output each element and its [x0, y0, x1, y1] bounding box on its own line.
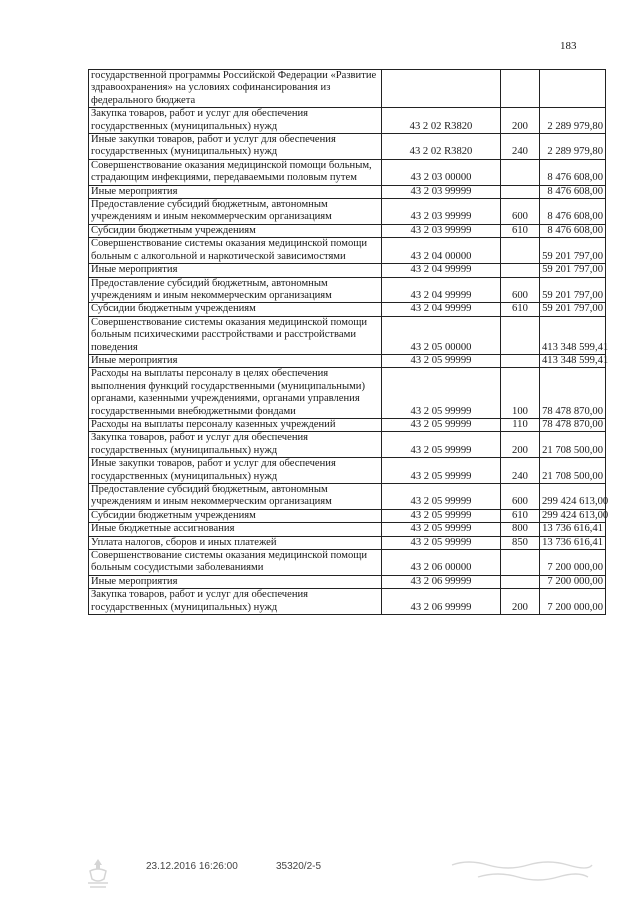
row-type [501, 575, 540, 588]
row-name: Иные мероприятия [89, 575, 382, 588]
row-type: 600 [501, 199, 540, 225]
table-row [89, 523, 606, 536]
row-name: Расходы на выплаты персоналу казенных учреждений [89, 418, 382, 431]
row-sum: 59 201 797,00 [540, 264, 606, 277]
row-sum: 59 201 797,00 [540, 277, 606, 303]
row-code: 43 2 03 99999 [382, 185, 501, 198]
row-name: Предоставление субсидий бюджетным, автономным учреждениям и иным некоммерческим организациям [89, 484, 382, 510]
row-sum: 8 476 608,00 [540, 199, 606, 225]
row-code: 43 2 04 99999 [382, 277, 501, 303]
row-code: 43 2 03 99999 [382, 224, 501, 237]
row-sum: 8 476 608,00 [540, 224, 606, 237]
row-type: 800 [501, 523, 540, 536]
table-row [89, 159, 606, 185]
budget-table [88, 69, 609, 615]
row-type: 600 [501, 277, 540, 303]
row-sum: 78 478 870,00 [540, 368, 606, 419]
table-row [89, 316, 606, 354]
row-code: 43 2 06 99999 [382, 575, 501, 588]
row-name: Субсидии бюджетным учреждениям [89, 224, 382, 237]
table-row [89, 575, 606, 588]
table-row [89, 354, 606, 367]
row-sum: 8 476 608,00 [540, 159, 606, 185]
row-name: Совершенствование системы оказания медицинской помощи больным сосудистыми заболеваниями [89, 550, 382, 576]
row-name: Иные закупки товаров, работ и услуг для обеспечения государственных (муниципальных) нужд [89, 458, 382, 484]
row-code: 43 2 05 99999 [382, 432, 501, 458]
stamp-watermark-icon [448, 857, 596, 887]
table-row [89, 70, 606, 108]
table-row [89, 509, 606, 522]
table-row [89, 134, 606, 160]
table-row [89, 550, 606, 576]
table-row [89, 199, 606, 225]
row-type: 600 [501, 484, 540, 510]
row-code [382, 70, 501, 108]
row-name: Субсидии бюджетным учреждениям [89, 509, 382, 522]
row-code: 43 2 02 R3820 [382, 134, 501, 160]
row-name: Закупка товаров, работ и услуг для обеспечения государственных (муниципальных) нужд [89, 108, 382, 134]
table-row [89, 264, 606, 277]
row-code: 43 2 05 99999 [382, 368, 501, 419]
table-row [89, 418, 606, 431]
row-code: 43 2 06 99999 [382, 589, 501, 615]
table-row [89, 185, 606, 198]
row-code: 43 2 05 99999 [382, 523, 501, 536]
row-name: Субсидии бюджетным учреждениям [89, 303, 382, 316]
row-type: 240 [501, 458, 540, 484]
row-sum: 7 200 000,00 [540, 589, 606, 615]
row-sum: 13 736 616,41 [540, 536, 606, 549]
row-name: Предоставление субсидий бюджетным, автономным учреждениям и иным некоммерческим организациям [89, 277, 382, 303]
row-type: 610 [501, 224, 540, 237]
table-row [89, 368, 606, 419]
row-name: Уплата налогов, сборов и иных платежей [89, 536, 382, 549]
row-type: 610 [501, 509, 540, 522]
row-name: Иные мероприятия [89, 264, 382, 277]
row-type: 610 [501, 303, 540, 316]
table-row [89, 458, 606, 484]
row-code: 43 2 04 99999 [382, 264, 501, 277]
table-row [89, 224, 606, 237]
row-name: Предоставление субсидий бюджетным, автономным учреждениям и иным некоммерческим организациям [89, 199, 382, 225]
table-row [89, 432, 606, 458]
row-sum: 413 348 599,41 [540, 354, 606, 367]
row-name: Иные мероприятия [89, 185, 382, 198]
row-sum: 59 201 797,00 [540, 303, 606, 316]
footer-datetime: 23.12.2016 16:26:00 [146, 861, 238, 872]
table-row [89, 303, 606, 316]
row-code: 43 2 05 99999 [382, 484, 501, 510]
row-name: Закупка товаров, работ и услуг для обеспечения государственных (муниципальных) нужд [89, 432, 382, 458]
row-name: Совершенствование оказания медицинской помощи больным, страдающим инфекциями, передаваемыми половым путем [89, 159, 382, 185]
table-row [89, 589, 606, 615]
row-sum: 7 200 000,00 [540, 575, 606, 588]
row-code: 43 2 05 99999 [382, 354, 501, 367]
table-row [89, 484, 606, 510]
row-name: Расходы на выплаты персоналу в целях обеспечения выполнения функций государственными (муниципальными) органами, казенными учреждениями, органами управления государственными внебюджетными фондами [89, 368, 382, 419]
emblem-icon [84, 857, 112, 891]
row-code: 43 2 05 99999 [382, 418, 501, 431]
table-row [89, 108, 606, 134]
row-code: 43 2 04 00000 [382, 238, 501, 264]
row-code: 43 2 06 00000 [382, 550, 501, 576]
row-sum: 21 708 500,00 [540, 432, 606, 458]
row-sum [540, 70, 606, 108]
row-sum: 299 424 613,00 [540, 484, 606, 510]
row-type: 850 [501, 536, 540, 549]
row-type: 200 [501, 108, 540, 134]
row-code: 43 2 05 00000 [382, 316, 501, 354]
row-name: Иные закупки товаров, работ и услуг для обеспечения государственных (муниципальных) нужд [89, 134, 382, 160]
row-type: 200 [501, 589, 540, 615]
row-name: Закупка товаров, работ и услуг для обеспечения государственных (муниципальных) нужд [89, 589, 382, 615]
row-sum: 59 201 797,00 [540, 238, 606, 264]
table-row [89, 238, 606, 264]
row-code: 43 2 03 99999 [382, 199, 501, 225]
row-sum: 2 289 979,80 [540, 134, 606, 160]
row-code: 43 2 05 99999 [382, 509, 501, 522]
row-type [501, 316, 540, 354]
row-sum: 7 200 000,00 [540, 550, 606, 576]
row-type [501, 264, 540, 277]
row-code: 43 2 05 99999 [382, 458, 501, 484]
row-type [501, 159, 540, 185]
row-name: Совершенствование системы оказания медицинской помощи больным психическими расстройствами и расстройствами поведения [89, 316, 382, 354]
footer-doc-number: 35320/2-5 [276, 861, 322, 872]
row-name: Иные мероприятия [89, 354, 382, 367]
row-sum: 8 476 608,00 [540, 185, 606, 198]
row-type [501, 354, 540, 367]
row-sum: 13 736 616,41 [540, 523, 606, 536]
table-row [89, 277, 606, 303]
row-type [501, 185, 540, 198]
row-type: 200 [501, 432, 540, 458]
row-type: 240 [501, 134, 540, 160]
row-sum: 2 289 979,80 [540, 108, 606, 134]
row-type [501, 238, 540, 264]
row-type: 100 [501, 368, 540, 419]
table-row [89, 536, 606, 549]
row-code: 43 2 03 00000 [382, 159, 501, 185]
row-name: Иные бюджетные ассигнования [89, 523, 382, 536]
row-code: 43 2 05 99999 [382, 536, 501, 549]
row-code: 43 2 04 99999 [382, 303, 501, 316]
footer [0, 857, 640, 897]
row-name: Совершенствование системы оказания медицинской помощи больным с алкогольной и наркотической зависимостями [89, 238, 382, 264]
row-code: 43 2 02 R3820 [382, 108, 501, 134]
row-type [501, 550, 540, 576]
row-type: 110 [501, 418, 540, 431]
page-number: 183 [560, 40, 577, 52]
row-sum: 413 348 599,41 [540, 316, 606, 354]
row-sum: 21 708 500,00 [540, 458, 606, 484]
row-type [501, 70, 540, 108]
row-sum: 78 478 870,00 [540, 418, 606, 431]
row-name: государственной программы Российской Федерации «Развитие здравоохранения» на условиях софинансирования из федерального бюджета [89, 70, 382, 108]
table-body [89, 70, 609, 615]
row-sum: 299 424 613,00 [540, 509, 606, 522]
